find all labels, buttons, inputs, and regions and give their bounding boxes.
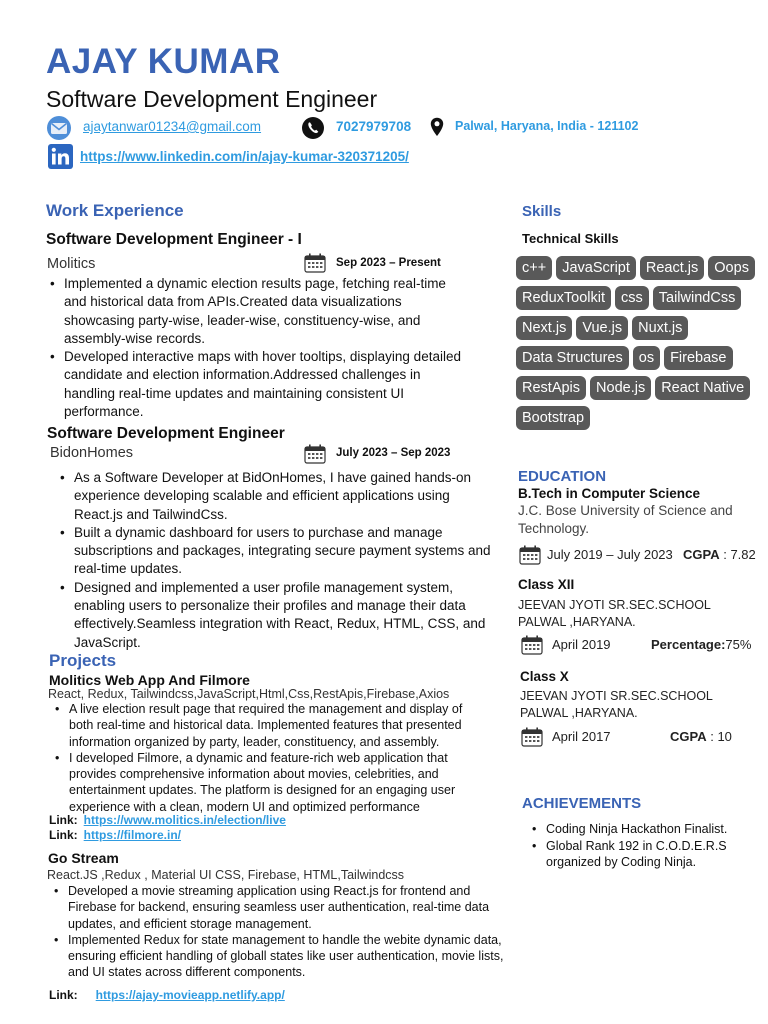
- project-tech: React, Redux, Tailwindcss,JavaScript,Html,Css,RestApis,Firebase,Axios: [48, 687, 450, 701]
- education-date: April 2017: [552, 729, 611, 744]
- phone-number[interactable]: 7027979708: [336, 119, 412, 134]
- skill-tag: Node.js: [590, 376, 651, 400]
- project-title: Go Stream: [48, 850, 119, 866]
- skill-tag: TailwindCss: [653, 286, 742, 310]
- score-value: : 10: [706, 729, 732, 744]
- phone-icon: [302, 117, 324, 139]
- score-label: Percentage:: [651, 637, 726, 652]
- skill-tag: React.js: [640, 256, 704, 280]
- list-item: • Designed and implemented a user profile management system, enabling users to personalize their profiles and manage their data effectively.Seamless integration with React, Redux, HTML, CSS, and JavaScript.: [56, 579, 492, 652]
- education-score: [670, 730, 732, 743]
- job-title: Software Development Engineer - I: [46, 231, 302, 248]
- project-bullets: [48, 701, 484, 815]
- list-item: • As a Software Developer at BidOnHomes, I have gained hands-on experience developing scalable and efficient applications using React.js and TailwindCss.: [56, 469, 492, 524]
- calendar-icon: [304, 444, 326, 464]
- calendar-icon: [521, 727, 543, 747]
- email-link[interactable]: ajaytanwar01234@gmail.com: [83, 119, 262, 134]
- list-item: • Implemented a dynamic election results page, fetching real-time and historical data from APIs.Created data visualizations showcasing party-wise, leader-wise, constituency-wise, and assembly-wise records.: [46, 275, 466, 348]
- list-item: • Developed interactive maps with hover tooltips, displaying detailed candidate and election information.Addressed challenges in handling real-time updates and maintaining consistent UI performance.: [46, 348, 466, 421]
- job-title: Software Development Engineer: [47, 425, 285, 442]
- education-degree: B.Tech in Computer Science: [518, 486, 701, 501]
- job-bullets: [46, 275, 466, 421]
- skill-tag: Next.js: [516, 316, 572, 340]
- skill-tag: React Native: [655, 376, 750, 400]
- skill-tag: Bootstrap: [516, 406, 590, 430]
- score-value: : 7.82: [719, 547, 756, 562]
- score-value: 75%: [725, 637, 752, 652]
- education-date: April 2019: [552, 637, 611, 652]
- job-date: July 2023 – Sep 2023: [336, 447, 451, 459]
- link-label: Link:: [49, 988, 78, 1002]
- list-item: • Built a dynamic dashboard for users to purchase and manage subscriptions and packages, integrating secure payment systems and real-time updates.: [56, 524, 492, 579]
- project-link[interactable]: https://www.molitics.in/election/live: [83, 813, 286, 827]
- project-tech: React.JS ,Redux , Material UI CSS, Firebase, HTML,Tailwindcss: [47, 868, 405, 882]
- achievements-list: [525, 821, 745, 871]
- achievements-heading: ACHIEVEMENTS: [522, 795, 642, 812]
- email-icon: [46, 116, 72, 140]
- calendar-icon: [521, 635, 543, 655]
- project-link-row: [49, 814, 286, 826]
- education-institution: JEEVAN JYOTI SR.SEC.SCHOOL PALWAL ,HARYANA.: [520, 689, 713, 720]
- skill-tag: RestApis: [516, 376, 586, 400]
- skill-tag: c++: [516, 256, 552, 280]
- list-item: • Coding Ninja Hackathon Finalist.: [525, 821, 745, 838]
- skill-tag: os: [633, 346, 660, 370]
- company-name: Molitics: [47, 256, 96, 272]
- skill-tag: Nuxt.js: [632, 316, 688, 340]
- skill-tag: Vue.js: [576, 316, 628, 340]
- technical-skills-subheading: Technical Skills: [522, 231, 619, 246]
- list-item: • Global Rank 192 in C.O.D.E.R.S organized by Coding Ninja.: [525, 838, 745, 871]
- education-score: [683, 548, 756, 561]
- candidate-role: Software Development Engineer: [46, 86, 378, 112]
- list-item: • Implemented Redux for state management to handle the webite dynamic data, ensuring efficient handling of globall states like user authentication, movie lists, and UI states across different components.: [47, 932, 519, 981]
- list-item: • A live election result page that required the management and display of both real-time and historical data. Implemented features that presented information organized by party, leader, constituency, and assembly.: [48, 701, 484, 750]
- skill-tag: JavaScript: [556, 256, 636, 280]
- skill-tag: Firebase: [664, 346, 732, 370]
- skill-tags: [516, 256, 756, 430]
- work-experience-heading: Work Experience: [46, 201, 184, 220]
- skill-tag: ReduxToolkit: [516, 286, 611, 310]
- link-label: Link:: [49, 813, 78, 827]
- project-title: Molitics Web App And Filmore: [49, 672, 250, 688]
- calendar-icon: [304, 253, 326, 273]
- linkedin-link[interactable]: https://www.linkedin.com/in/ajay-kumar-320371205/: [80, 149, 409, 164]
- project-link-row: [49, 829, 181, 841]
- project-link[interactable]: https://ajay-movieapp.netlify.app/: [95, 988, 285, 1002]
- company-name: BidonHomes: [50, 445, 134, 461]
- education-institution: JEEVAN JYOTI SR.SEC.SCHOOL PALWAL ,HARYANA.: [518, 598, 711, 629]
- candidate-name: AJAY KUMAR: [46, 42, 281, 81]
- location-pin-icon: [430, 117, 444, 137]
- skill-tag: css: [615, 286, 649, 310]
- job-date: Sep 2023 – Present: [336, 257, 441, 269]
- education-score: [651, 638, 751, 651]
- education-heading: EDUCATION: [518, 468, 607, 485]
- project-link[interactable]: https://filmore.in/: [83, 828, 182, 842]
- job-bullets: [56, 469, 492, 652]
- skills-heading: Skills: [522, 203, 562, 220]
- education-date: July 2019 – July 2023: [547, 547, 673, 562]
- project-bullets: [47, 883, 519, 981]
- calendar-icon: [519, 545, 541, 565]
- list-item: • Developed a movie streaming application using React.js for frontend and Firebase for backend, ensuring seamless user authentication, real-time data updates, and efficient storage management.: [47, 883, 519, 932]
- projects-heading: Projects: [49, 651, 117, 670]
- list-item: • I developed Filmore, a dynamic and feature-rich web application that provides comprehensive information about movies, celebrities, and entertainment updates. The platform is designed for an engaging user experience with a clean, modern UI and optimized performance: [48, 750, 484, 815]
- education-degree: Class XII: [518, 577, 575, 592]
- score-label: CGPA: [670, 729, 707, 744]
- education-degree: Class X: [520, 669, 569, 684]
- linkedin-icon: [48, 144, 73, 169]
- link-label: Link:: [49, 828, 78, 842]
- skill-tag: Oops: [708, 256, 755, 280]
- score-label: CGPA: [683, 547, 720, 562]
- education-institution: J.C. Bose University of Science and Technology.: [518, 503, 733, 536]
- project-link-row: [49, 989, 285, 1001]
- skill-tag: Data Structures: [516, 346, 629, 370]
- location-text: Palwal, Haryana, India - 121102: [455, 119, 639, 133]
